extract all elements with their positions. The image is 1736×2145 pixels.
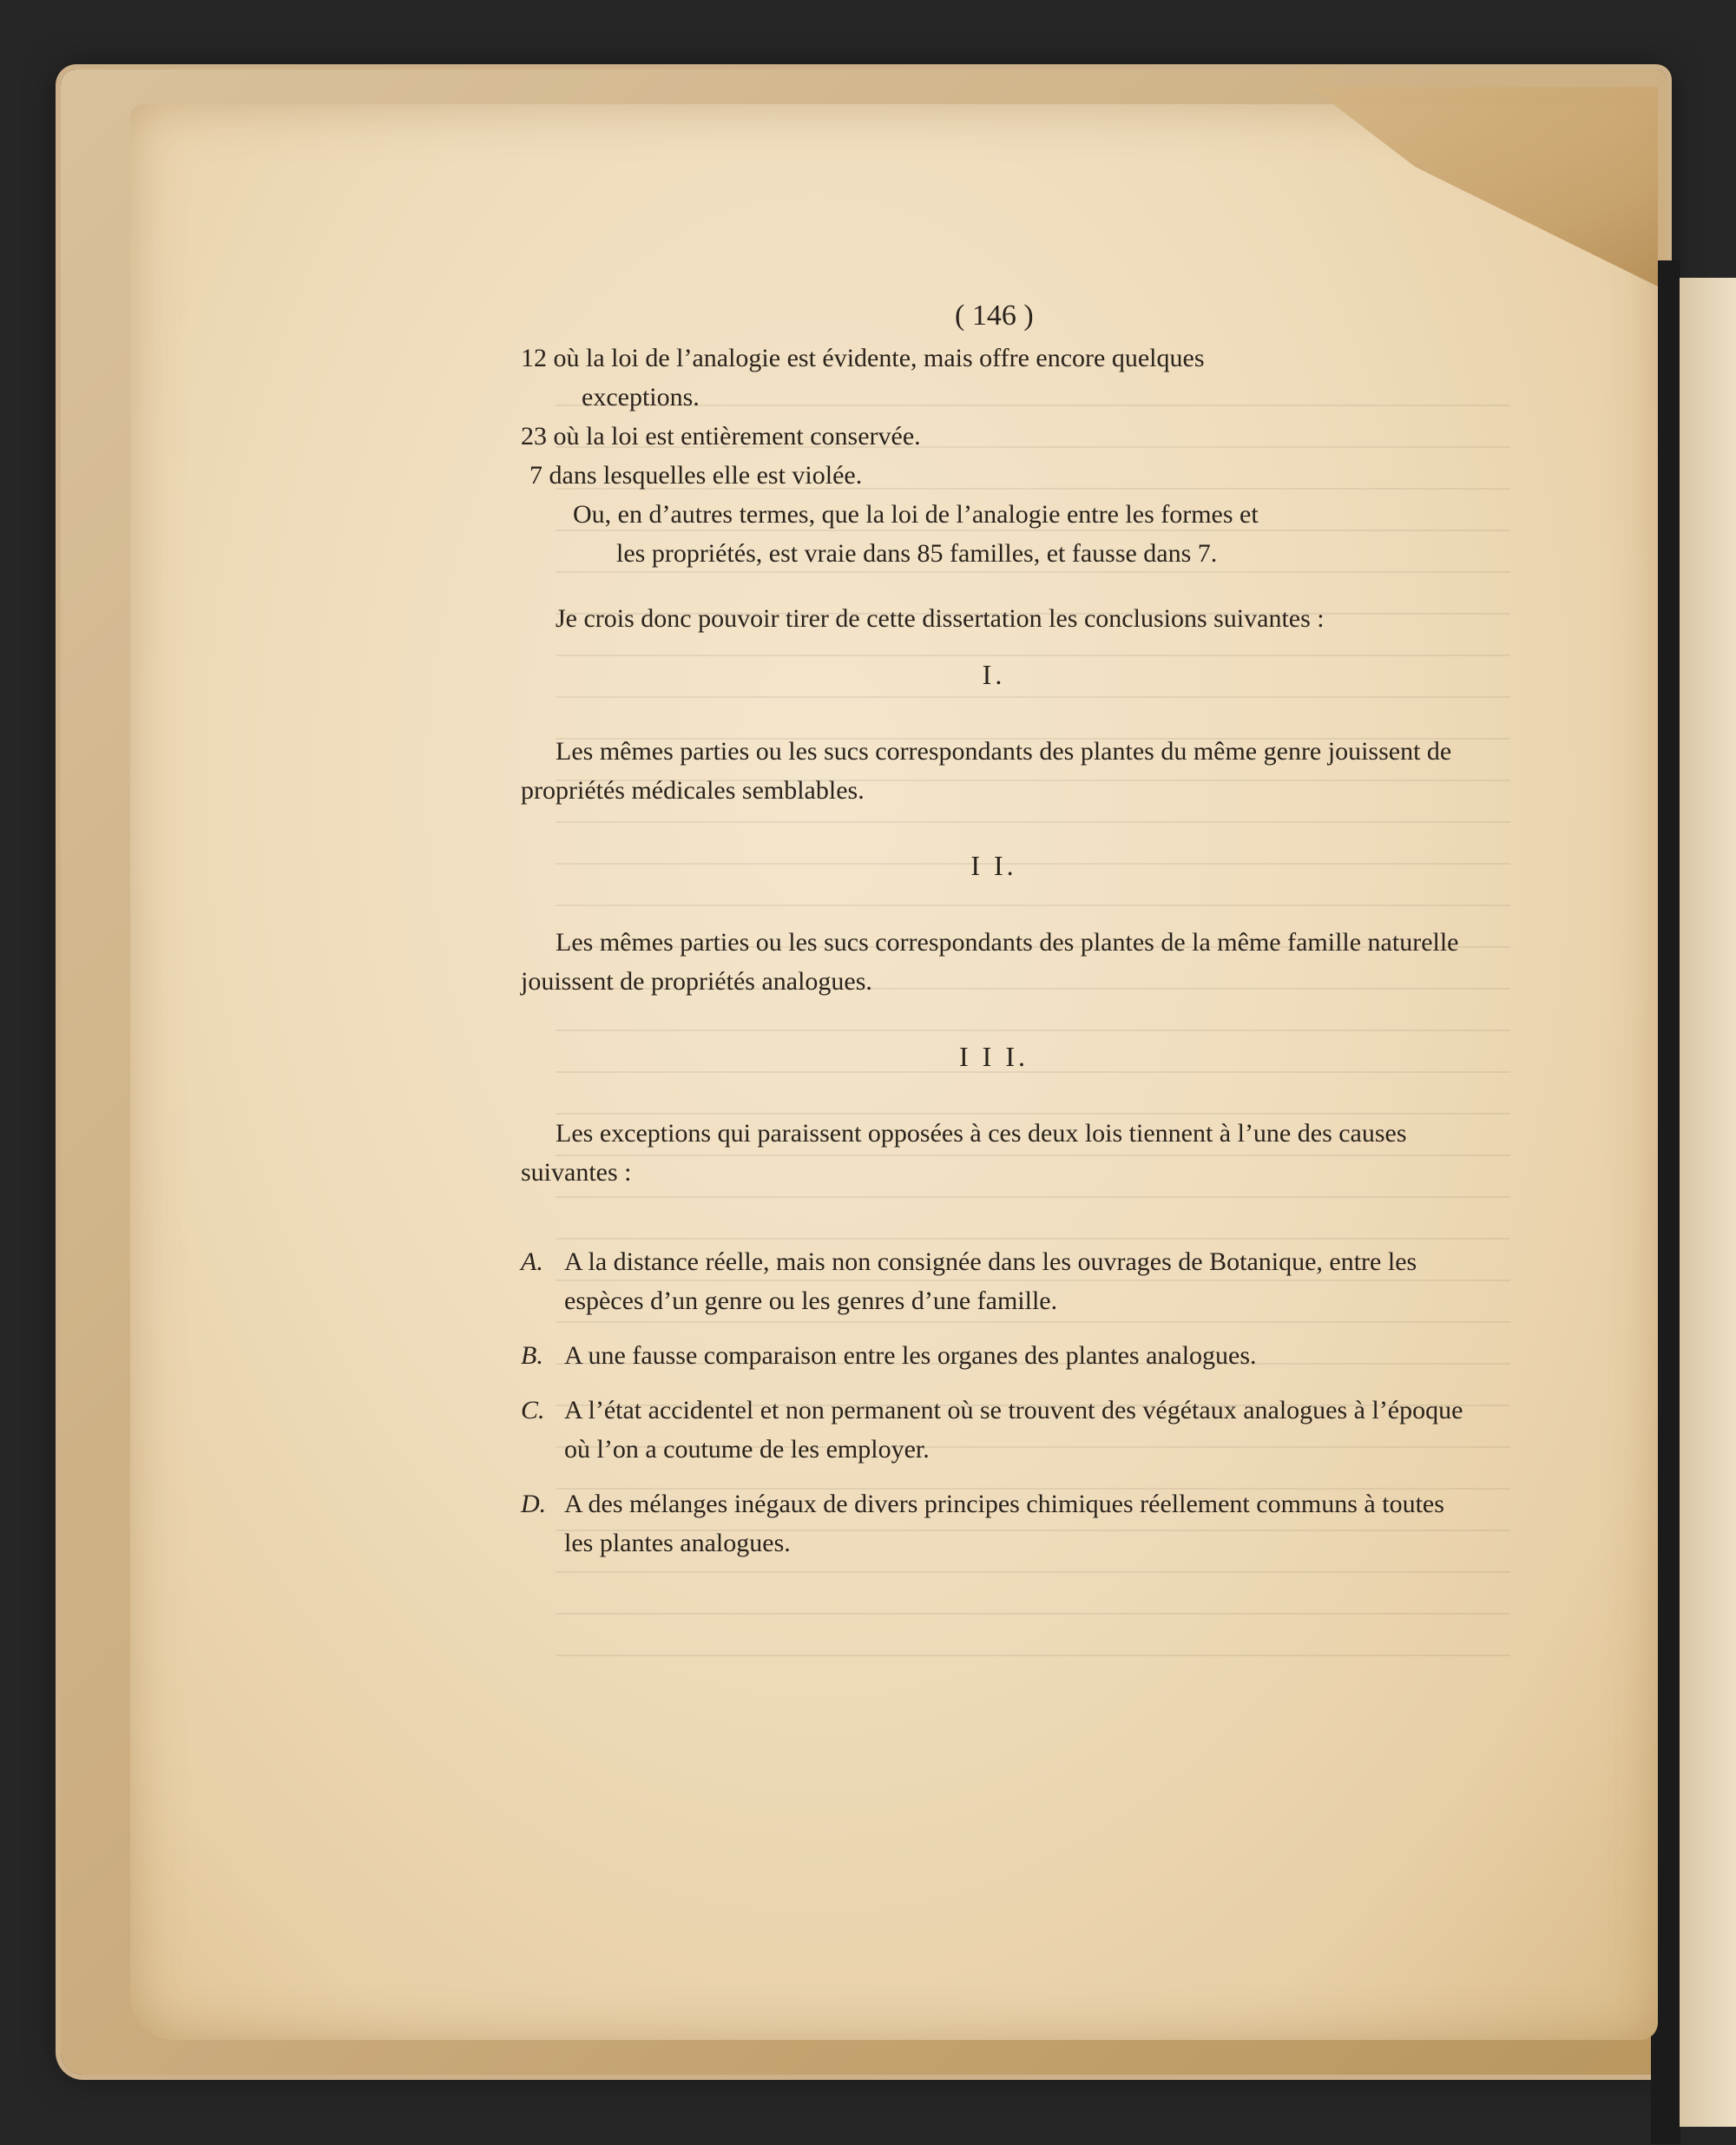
section-text-1: Les mêmes parties ou les sucs correspondants des plantes du même genre jouissent de propriétés médicales semblables. bbox=[521, 737, 1452, 805]
cause-text: A l’état accidentel et non permanent où se trouvent des végétaux analogues à l’époque où l’on a coutume de les employer. bbox=[564, 1396, 1463, 1464]
section-numeral-1: I. bbox=[982, 659, 1006, 690]
cause-item-b bbox=[521, 1336, 1467, 1375]
next-page-edge bbox=[1680, 278, 1736, 2127]
page-number: ( 146 ) bbox=[955, 299, 1034, 332]
section-text-2: Les mêmes parties ou les sucs correspondants des plantes de la même famille naturelle jouissent de propriétés analogues. bbox=[521, 928, 1459, 996]
cause-item-c bbox=[521, 1391, 1467, 1469]
count-line-1: 12 où la loi de l’analogie est évidente, mais offre encore quelques bbox=[521, 344, 1205, 372]
intro-paragraph: Je crois donc pouvoir tirer de cette dissertation les conclusions suivantes : bbox=[556, 604, 1325, 633]
count-line-2: 23 où la loi est entièrement conservée. bbox=[521, 422, 921, 451]
cause-mark: B. bbox=[521, 1341, 543, 1370]
count-line-3: 7 dans lesquelles elle est violée. bbox=[529, 461, 863, 490]
cause-mark: C. bbox=[521, 1396, 545, 1425]
cause-item-a bbox=[521, 1242, 1467, 1320]
cause-item-d bbox=[521, 1484, 1467, 1563]
section-text-3: Les exceptions qui paraissent opposées à ces deux lois tiennent à l’une des causes suivantes : bbox=[521, 1119, 1407, 1187]
cause-text: A la distance réelle, mais non consignée dans les ouvrages de Botanique, entre les espèces d’un genre ou les genres d’une famille. bbox=[564, 1247, 1417, 1315]
cause-mark: D. bbox=[521, 1490, 547, 1518]
cause-text: A une fausse comparaison entre les organes des plantes analogues. bbox=[564, 1341, 1257, 1370]
page-text bbox=[521, 286, 1467, 1563]
summary-line-1: Ou, en d’autres termes, que la loi de l’analogie entre les formes et bbox=[573, 500, 1259, 529]
section-numeral-2: I I. bbox=[970, 850, 1017, 881]
cause-text: A des mélanges inégaux de divers principes chimiques réellement communs à toutes les plantes analogues. bbox=[564, 1490, 1444, 1557]
cause-mark: A. bbox=[521, 1247, 543, 1276]
count-line-1-cont: exceptions. bbox=[582, 383, 700, 411]
summary-line-2: les propriétés, est vraie dans 85 familles, et fausse dans 7. bbox=[616, 539, 1218, 568]
section-numeral-3: I I I. bbox=[959, 1041, 1029, 1072]
